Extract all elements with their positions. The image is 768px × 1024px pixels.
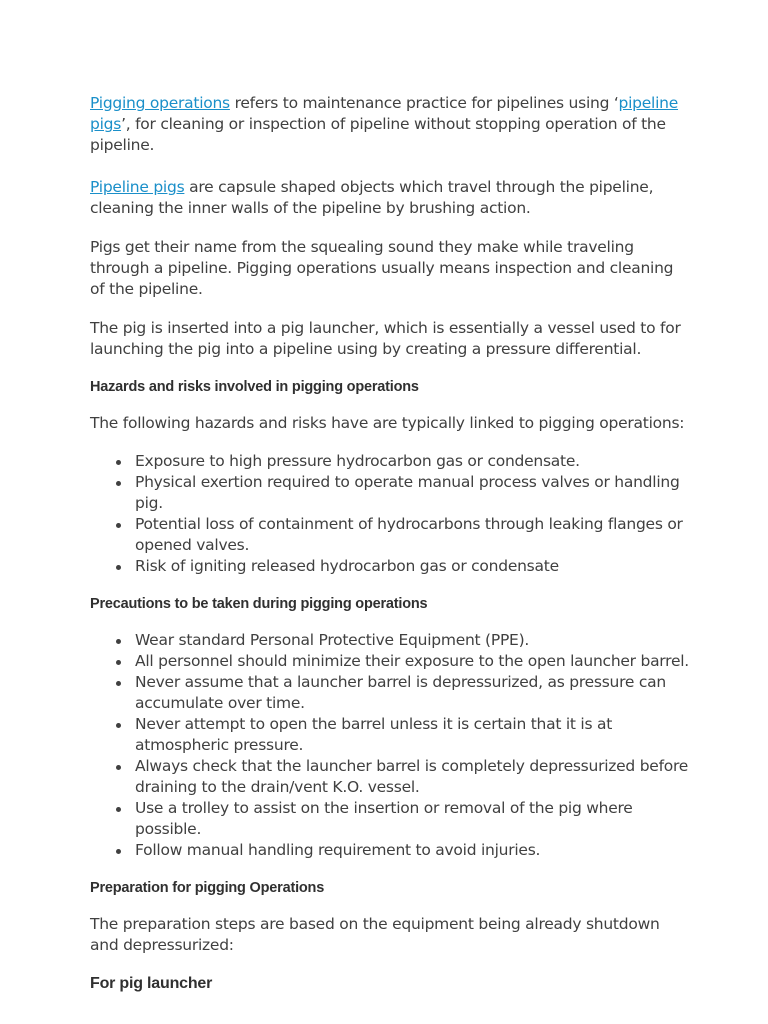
preparation-intro: The preparation steps are based on the equipment being already shutdown and depressurized: xyxy=(90,915,660,954)
list-item: Physical exertion required to operate manual process valves or handling pig. xyxy=(135,472,690,514)
list-item: Never assume that a launcher barrel is depressurized, as pressure can accumulate over time. xyxy=(135,672,690,714)
list-item: Potential loss of containment of hydrocarbons through leaking flanges or opened valves. xyxy=(135,514,690,556)
heading-pig-launcher: For pig launcher xyxy=(90,975,213,992)
heading-preparation: Preparation for pigging Operations xyxy=(90,880,325,896)
precautions-list xyxy=(90,630,690,861)
link-pipeline-pigs[interactable]: pipeline pigs xyxy=(90,94,679,133)
list-item: All personnel should minimize their exposure to the open launcher barrel. xyxy=(135,652,689,670)
heading-hazards: Hazards and risks involved in pigging operations xyxy=(90,379,419,395)
document-page xyxy=(90,93,690,1011)
paragraph-text: ’, for cleaning or inspection of pipeline without stopping operation of the pipeline. xyxy=(90,115,666,154)
list-item: Risk of igniting released hydrocarbon gas or condensate xyxy=(135,556,690,577)
list-item: Never attempt to open the barrel unless it is certain that it is at atmospheric pressure. xyxy=(135,714,690,756)
paragraph-text: are capsule shaped objects which travel through the pipeline, cleaning the inner walls of the pipeline by brushing action. xyxy=(90,178,654,217)
link-pipeline-pigs-2[interactable]: Pipeline pigs xyxy=(90,178,185,196)
hazards-intro: The following hazards and risks have are typically linked to pigging operations: xyxy=(90,414,685,432)
list-item: Always check that the launcher barrel is completely depressurized before draining to the drain/vent K.O. vessel. xyxy=(135,757,689,796)
paragraph-pipeline-pigs xyxy=(90,177,690,219)
list-item: Exposure to high pressure hydrocarbon gas or condensate. xyxy=(135,451,690,472)
link-pigging-operations[interactable]: Pigging operations xyxy=(90,94,230,112)
paragraph-pigging-intro xyxy=(90,93,690,156)
paragraph-pig-launcher: The pig is inserted into a pig launcher, which is essentially a vessel used to for launching the pig into a pipeline using by creating a pressure differential. xyxy=(90,319,681,358)
hazards-list xyxy=(90,451,690,577)
list-item: Use a trolley to assist on the insertion or removal of the pig where possible. xyxy=(135,798,690,840)
list-item: Follow manual handling requirement to avoid injuries. xyxy=(135,840,690,861)
heading-precautions: Precautions to be taken during pigging operations xyxy=(90,596,428,612)
paragraph-text: refers to maintenance practice for pipelines using ‘ xyxy=(229,94,619,112)
paragraph-pig-name: Pigs get their name from the squealing sound they make while traveling through a pipeline. Pigging operations usually means inspection and cleaning of the pipeline. xyxy=(90,238,674,298)
list-item: Wear standard Personal Protective Equipment (PPE). xyxy=(135,630,690,651)
